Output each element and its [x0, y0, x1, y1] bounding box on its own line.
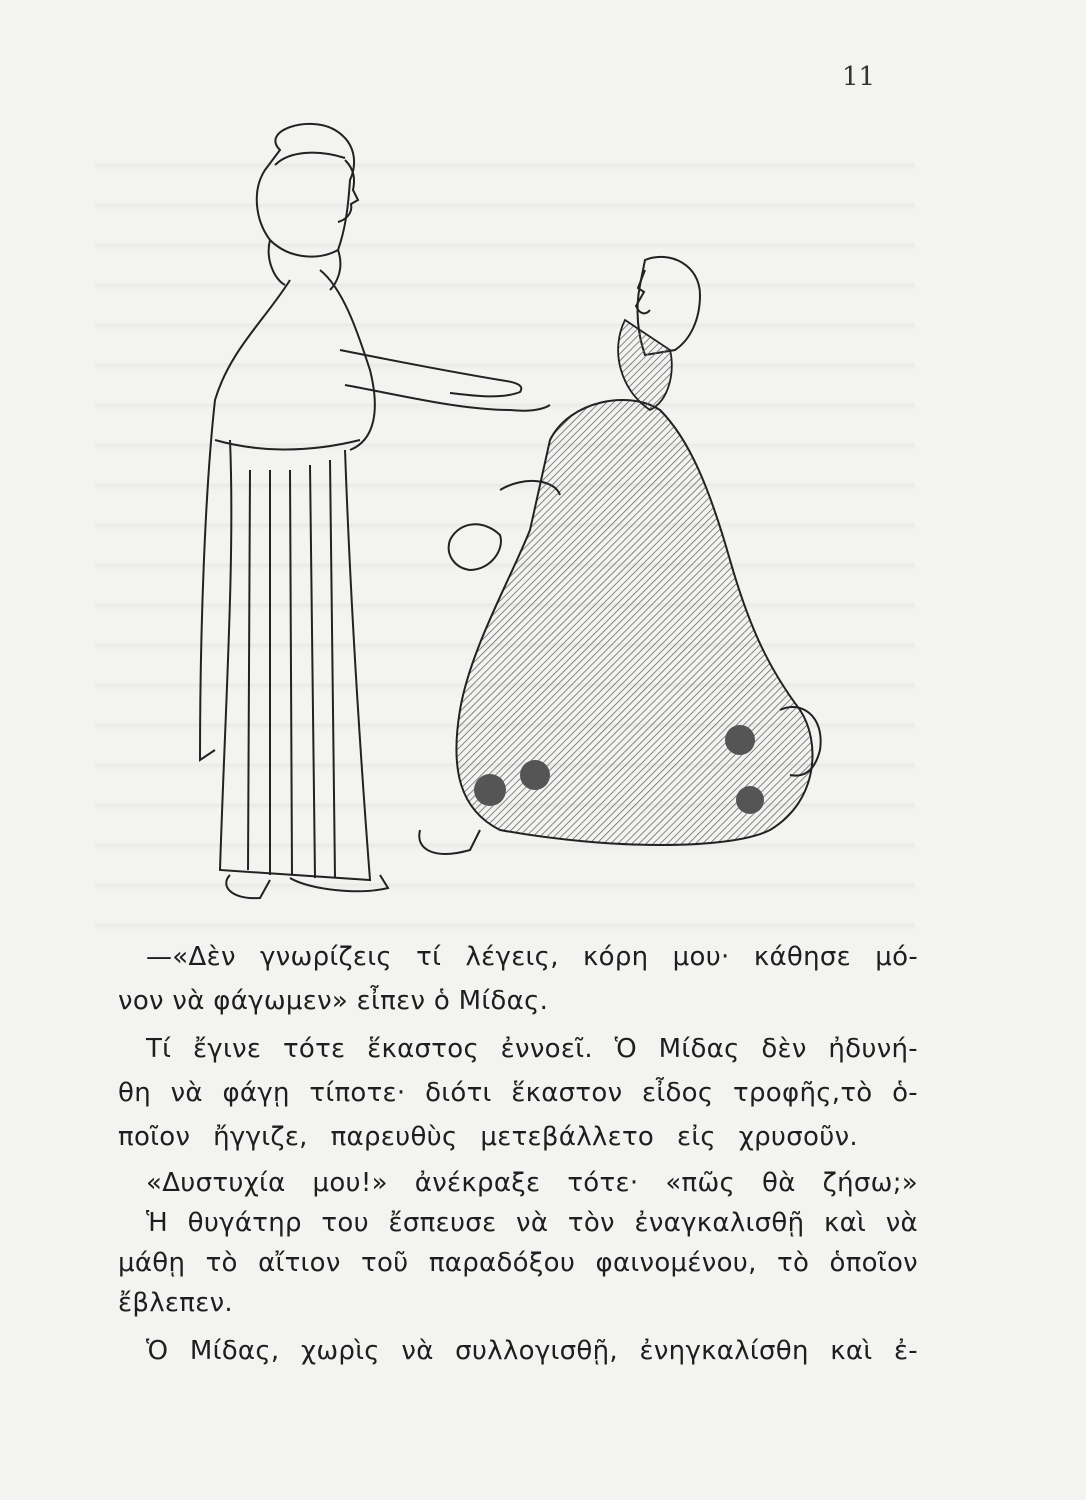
text-line-2: νον νὰ φάγωμεν» εἶπεν ὁ Μίδας.	[118, 986, 549, 1016]
text-line-5: ποῖον ἤγγιζε, παρευθὺς μετεβάλλετο εἰς χρυσοῦν.	[118, 1122, 858, 1152]
text-line-7: Ἡ θυγάτηρ του ἔσπευσε νὰ τὸν ἐναγκαλισθῇ καὶ νὰ	[146, 1208, 918, 1238]
illustration-girl-and-midas	[170, 110, 870, 910]
text-line-8: μάθῃ τὸ αἴτιον τοῦ παραδόξου φαινομένου, τὸ ὁποῖον	[118, 1248, 918, 1278]
text-line-9: ἔβλεπεν.	[118, 1288, 233, 1318]
page-number: 11	[842, 62, 876, 92]
text-line-4: θη νὰ φάγῃ τίποτε· διότι ἕκαστον εἶδος τροφῆς,τὸ ὁ-	[118, 1078, 918, 1108]
text-line-10: Ὁ Μίδας, χωρὶς νὰ συλλογισθῇ, ἐνηγκαλίσθη καὶ ἐ-	[146, 1336, 918, 1366]
kneeling-midas-figure	[419, 257, 820, 854]
text-line-6: «Δυστυχία μου!» ἀνέκραξε τότε· «πῶς θὰ ζήσω;»	[146, 1168, 918, 1198]
text-line-3: Τί ἔγινε τότε ἕκαστος ἐννοεῖ. Ὁ Μίδας δὲν ἠδυνή-	[146, 1034, 918, 1064]
text-line-1: —«Δὲν γνωρίζεις τί λέγεις, κόρη μου· κάθησε μό-	[146, 942, 918, 972]
